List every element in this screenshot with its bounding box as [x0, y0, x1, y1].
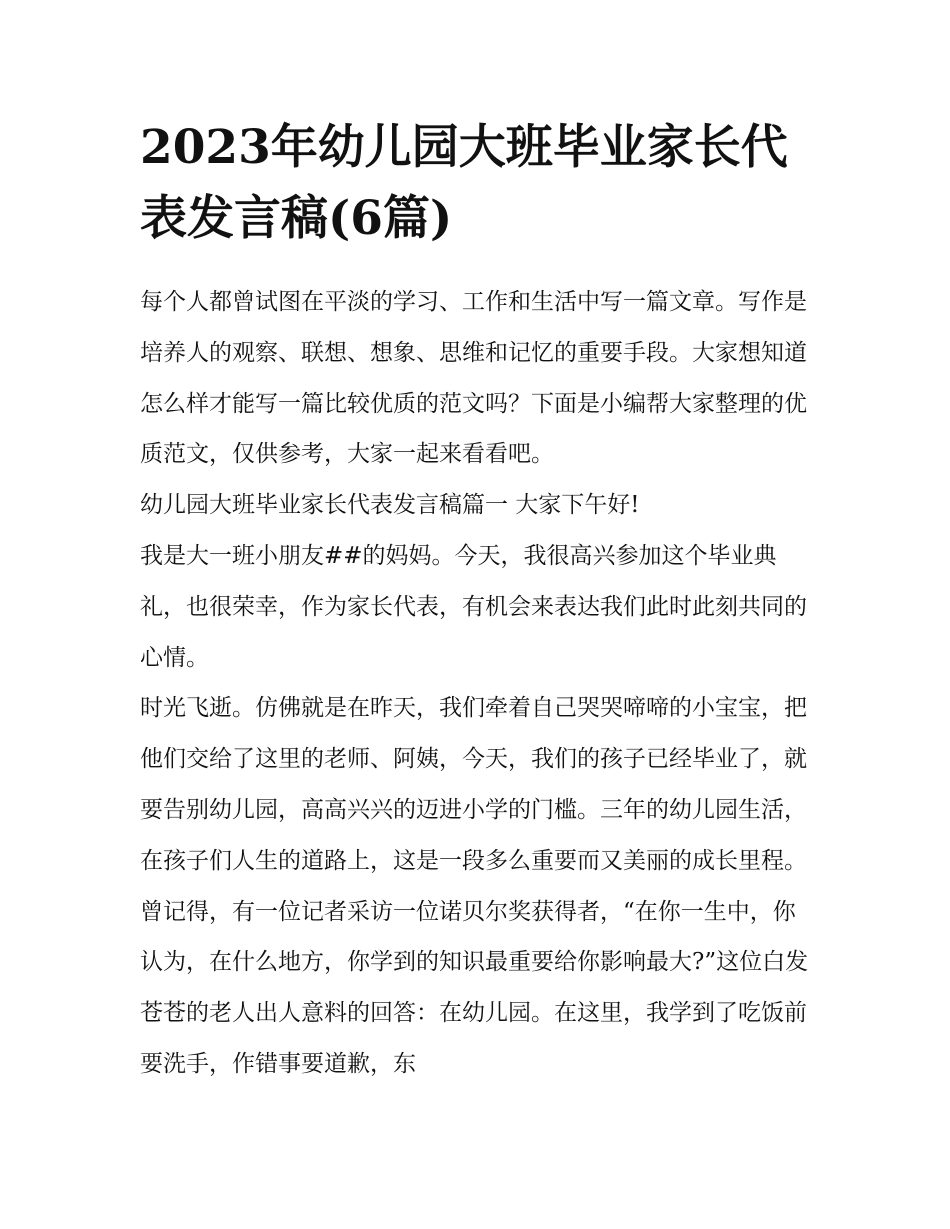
intro-paragraph: 每个人都曾试图在平淡的学习、工作和生活中写一篇文章。写作是培养人的观察、联想、想象、思维和记忆的重要手段。大家想知道怎么样才能写一篇比较优质的范文吗？下面是小编帮大家整理的优质范文，仅供参考，大家一起来看看吧。 — [140, 289, 807, 468]
body-paragraph: 我是大一班小朋友##的妈妈。今天，我很高兴参加这个毕业典礼，也很荣幸，作为家长代表，有机会来表达我们此时此刻共同的心情。 — [140, 542, 807, 671]
body-paragraph: 时光飞逝。仿佛就是在昨天，我们牵着自己哭哭啼啼的小宝宝，把他们交给了这里的老师、阿姨，今天，我们的孩子已经毕业了，就要告别幼儿园，高高兴兴的迈进小学的门槛。三年的幼儿园生活，在孩子们人生的道路上，这是一段多么重要而又美丽的成长里程。曾记得，有一位记者采访一位诺贝尔奖获得者，“在你一生中，你认为，在什么地方，你学到的知识最重要给你影响最大?”这位白发苍苍的老人出人意料的回答：在幼儿园。在这里，我学到了吃饭前要洗手，作错事要道歉，东 — [140, 695, 809, 1077]
document-body — [140, 112, 812, 1090]
section-heading-paragraph: 幼儿园大班毕业家长代表发言稿篇一 大家下午好! — [140, 492, 640, 519]
document-title: 2023年幼儿园大班毕业家长代表发言稿(6篇) — [140, 120, 788, 246]
